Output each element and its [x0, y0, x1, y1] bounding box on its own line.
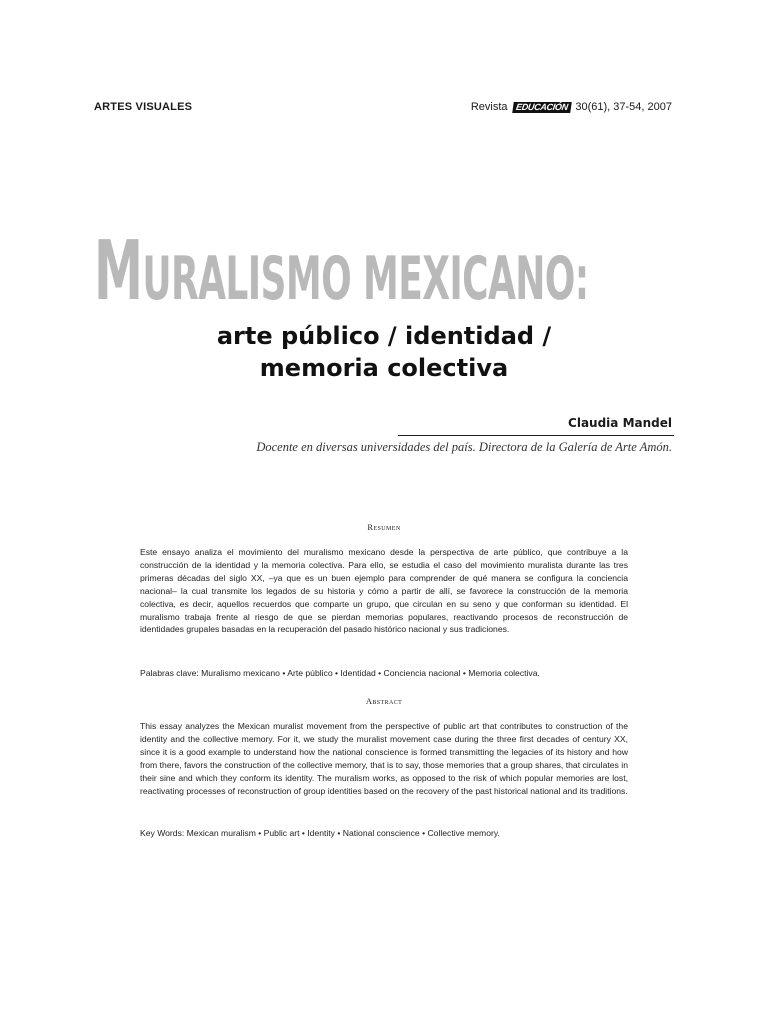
author-name: Claudia Mandel — [568, 416, 672, 430]
journal-citation — [471, 101, 672, 113]
subtitle-line-1: arte público / identidad / — [216, 322, 552, 350]
subtitle-line-2: memoria colectiva — [259, 354, 509, 382]
journal-prefix: Revista — [470, 101, 508, 113]
abstract-text: This essay analyzes the Mexican muralist movement from the perspective of public art that contributes to construction of the identity and the collective memory. For it, we study the muralist movement case during the three first decades of century XX, since it is a good example to understand how the national conscience is formed transmitting the legacies of its history and how from there, favors the construction of the collective memory, that is to say, those memories that a group shares, that circulates in their sine and which they conform its identity. The muralism works, as opposed to the risk of which popular memories are lost, reactivating processes of reconstruction of group identities based on the recovery of the past historical national and its traditions. — [140, 721, 628, 796]
section-label: ARTES VISUALES — [94, 101, 193, 113]
resumen-keywords: Palabras clave: Muralismo mexicano • Arte público • Identidad • Conciencia nacional • Memoria colectiva. — [140, 668, 540, 678]
title-rest: URALISMO MEXICANO: — [142, 244, 589, 314]
article-subtitle — [94, 320, 674, 384]
journal-logo: EDUCACIÓN — [512, 102, 571, 113]
citation-text: 30(61), 37-54, 2007 — [575, 101, 672, 113]
author-divider — [398, 435, 674, 436]
abstract-keywords: Key Words: Mexican muralism • Public art • Identity • National conscience • Collective memory. — [140, 828, 500, 838]
title-initial: M — [94, 224, 143, 319]
author-affiliation: Docente en diversas universidades del país. Directora de la Galería de Arte Amón. — [256, 440, 672, 454]
resumen-heading: Resumen — [367, 522, 401, 532]
resumen-text: Este ensayo analiza el movimiento del muralismo mexicano desde la perspectiva de arte público, que contribuye a la construcción de la identidad y la memoria colectiva. Para ello, se estudia el caso del movimiento muralista durante las tres primeras décadas del siglo XX, –ya que es un buen ejemplo para comprender de qué manera se configura la conciencia nacional– la cual transmite los legados de su historia y cómo a partir de allí, se favorece la construcción de la memoria colectiva, es decir, aquellos recuerdos que comparte un grupo, que circulan en su seno y que conforman su identidad. El muralismo trabaja frente al riesgo de que se pierdan memorias populares, reactivando procesos de reconstrucción de identidades grupales basadas en la recuperación del pasado histórico nacional y sus tradiciones. — [140, 547, 628, 635]
article-title — [94, 224, 589, 319]
abstract-heading: Abstract — [365, 696, 403, 706]
